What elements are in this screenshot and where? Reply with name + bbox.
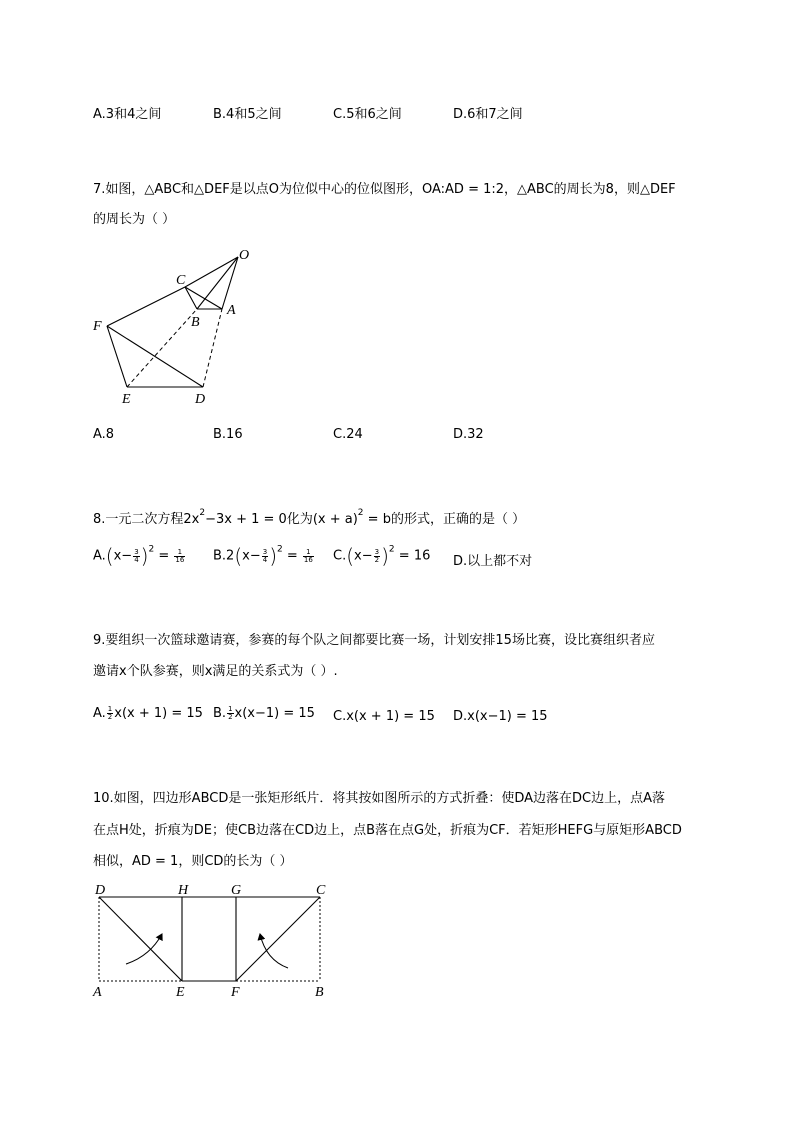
q8-option-b: B.2(x− $\frac{3}{4}$ )$^2$ = $\frac{1}{16}$ — [213, 544, 313, 568]
q10-label-g: G — [231, 883, 242, 898]
q7-option-c: C.24 — [333, 427, 363, 442]
q6-option-d: D.6和7之间 — [453, 107, 523, 122]
q10-stem-line1: 10.如图，四边形ABCD是一张矩形纸片．将其按如图所示的方式折叠：使DA边落在DC边上，点A落 — [93, 791, 666, 806]
q7-label-o: O — [239, 248, 250, 263]
q9-stem-line2: 邀请x个队参赛，则x满足的关系式为（ ）. — [93, 664, 338, 679]
q9-option-b: B. $\frac{1}{2}$ x(x−1) = 15 — [213, 705, 315, 721]
q9-option-a: A. $\frac{1}{2}$ x(x + 1) = 15 — [93, 705, 203, 721]
q10-label-c: C — [316, 883, 326, 898]
q7-figure — [85, 240, 270, 410]
q10-label-a: A — [93, 985, 102, 1000]
q8-option-a: A.(x− $\frac{3}{4}$ )$^2$ = $\frac{1}{16}$ — [93, 544, 185, 568]
q7-stem-line2: 的周长为（ ） — [93, 212, 176, 227]
q10-label-e: E — [176, 985, 185, 1000]
q10-stem-line2: 在点H处，折痕为DE；使CB边落在CD边上，点B落在点G处，折痕为CF．若矩形HEFG与原矩形ABCD — [93, 823, 682, 838]
q7-option-d: D.32 — [453, 427, 484, 442]
q10-stem-line3: 相似，AD = 1，则CD的长为（ ） — [93, 854, 293, 869]
q6-option-a: A.3和4之间 — [93, 107, 162, 122]
q7-label-f: F — [93, 319, 102, 334]
q7-label-c: C — [176, 273, 186, 288]
q6-option-b: B.4和5之间 — [213, 107, 282, 122]
q7-stem-line1: 7.如图，△ABC和△DEF是以点O为位似中心的位似图形，OA:AD = 1:2，△ABC的周长为8，则△DEF — [93, 182, 676, 197]
q10-label-d: D — [95, 883, 106, 898]
q7-label-a: A — [227, 303, 236, 318]
q7-option-a: A.8 — [93, 427, 115, 442]
q10-label-f: F — [231, 985, 240, 1000]
q7-label-b: B — [191, 315, 200, 330]
q10-label-b: B — [315, 985, 324, 1000]
q9-stem-line1: 9.要组织一次篮球邀请赛，参赛的每个队之间都要比赛一场，计划安排15场比赛，设比赛组织者应 — [93, 633, 655, 648]
q8-stem: 8.一元二次方程$2x^2-3x + 1 = 0$化为$(x + a)^2 = b$的形式，正确的是（ ） — [93, 508, 526, 527]
q9-option-c: C.x(x + 1) = 15 — [333, 709, 435, 724]
q6-option-c: C.5和6之间 — [333, 107, 402, 122]
q8-option-c: C.(x− $\frac{3}{2}$ )$^2$ = 16 — [333, 544, 431, 568]
q7-label-d: D — [195, 392, 206, 407]
q10-figure — [88, 878, 336, 1002]
q7-label-e: E — [122, 392, 131, 407]
q10-label-h: H — [178, 883, 189, 898]
q9-option-d: D.x(x−1) = 15 — [453, 709, 548, 724]
q8-option-d: D.以上都不对 — [453, 554, 533, 569]
q7-option-b: B.16 — [213, 427, 243, 442]
